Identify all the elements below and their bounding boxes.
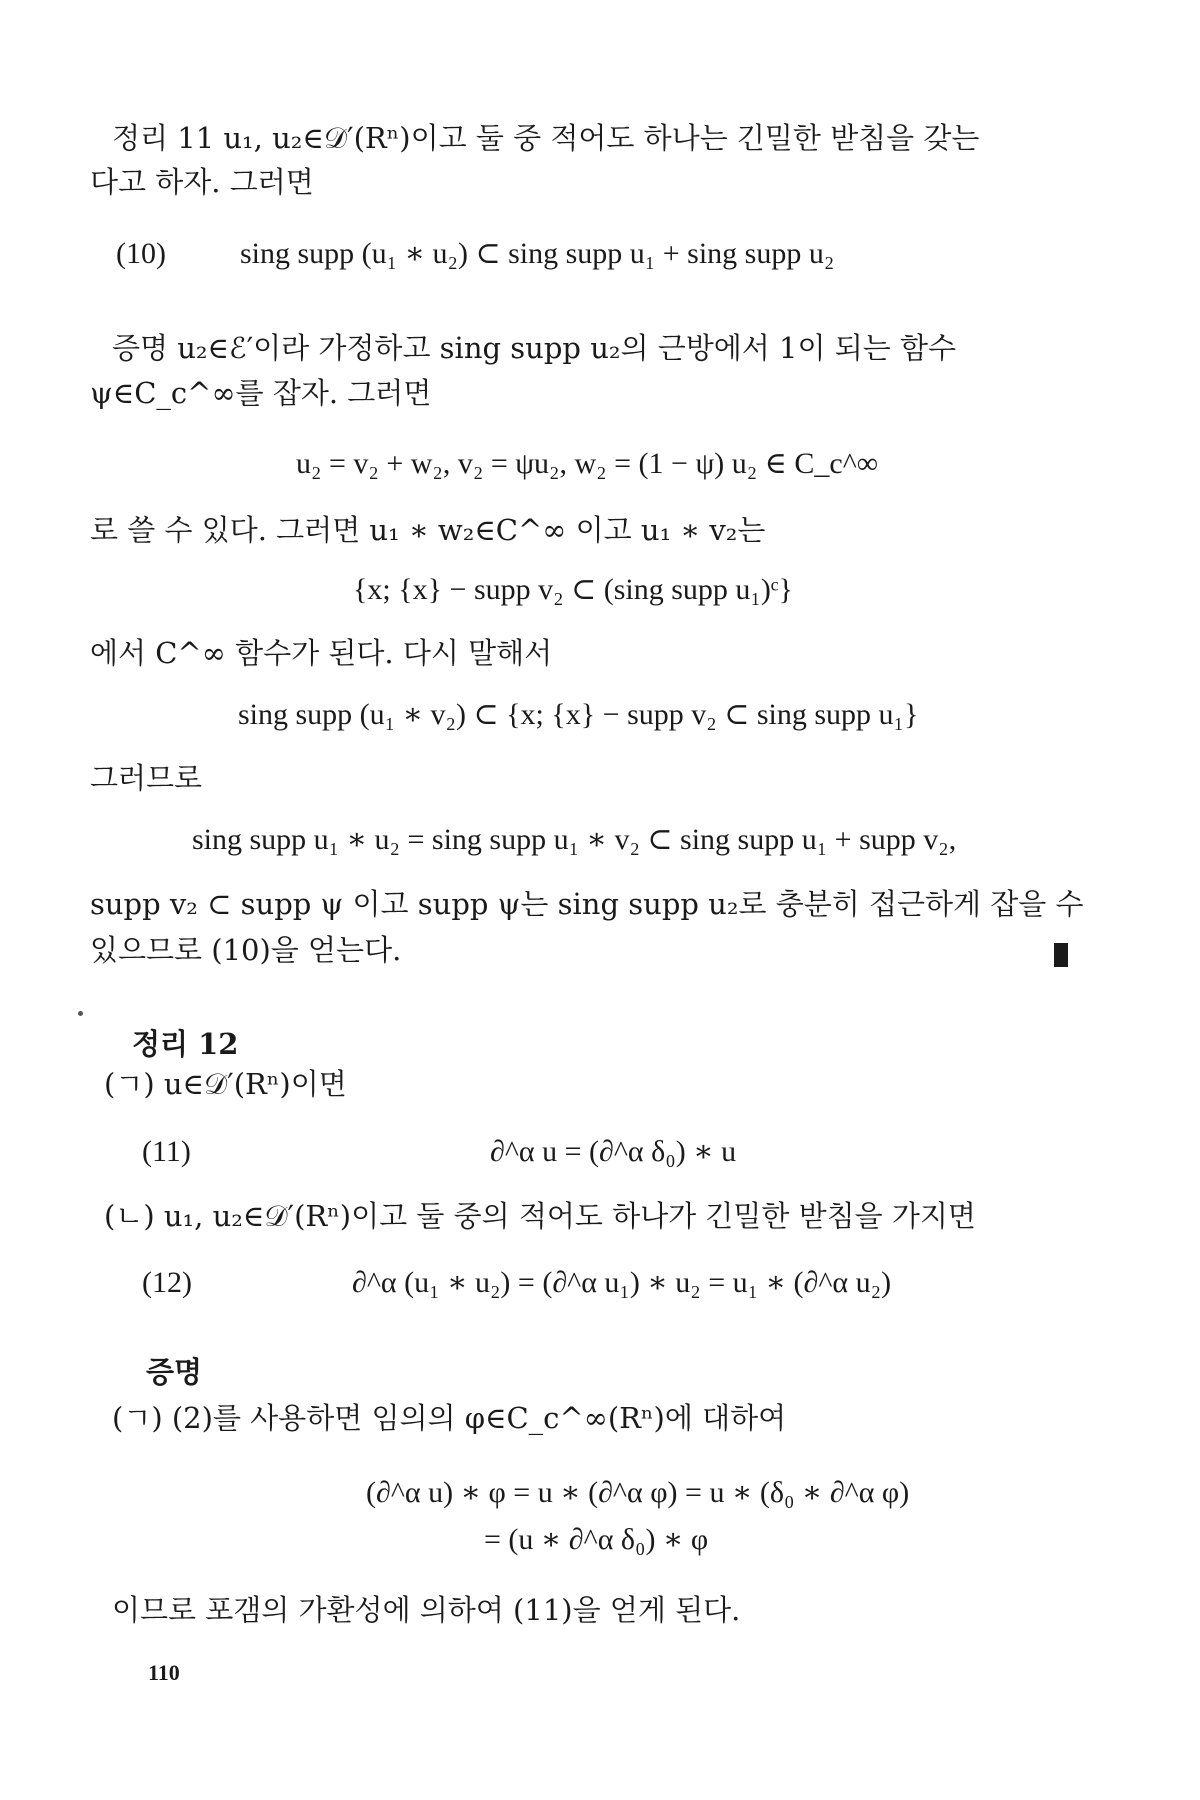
qed-mark xyxy=(1054,943,1068,967)
equation-10: sing supp (u₁ ∗ u₂) ⊂ sing supp u₁ + sing supp u₂ xyxy=(240,237,835,270)
proof12-equation1: (∂^α u) ∗ φ = u ∗ (∂^α φ) = u ∗ (δ₀ ∗ ∂^α φ) xyxy=(366,1476,910,1509)
equation-11: ∂^α u = (∂^α δ₀) ∗ u xyxy=(490,1135,737,1168)
proof11-line1: 증명 u₂∈ℰ′이라 가정하고 sing supp u₂의 근방에서 1이 되는 함수 xyxy=(112,331,956,365)
proof11-line2: ψ∈C_c^∞를 잡자. 그러면 xyxy=(90,376,432,410)
proof12-line1: (ㄱ) (2)를 사용하면 임의의 φ∈C_c^∞(Rⁿ)에 대하여 xyxy=(112,1401,787,1435)
proof11-line5: 그러므로 xyxy=(90,761,203,795)
proof11-equation4: sing supp u₁ ∗ u₂ = sing supp u₁ ∗ v₂ ⊂ sing supp u₁ + supp v₂, xyxy=(192,823,957,856)
theorem11-line1: 정리 11 u₁, u₂∈𝒟′(Rⁿ)이고 둘 중 적어도 하나는 긴밀한 받침을 갖는 xyxy=(112,121,980,155)
theorem12-title: 정리 12 xyxy=(132,1027,239,1061)
equation-12: ∂^α (u₁ ∗ u₂) = (∂^α u₁) ∗ u₂ = u₁ ∗ (∂^α u₂) xyxy=(352,1266,892,1299)
equation-number-10: (10) xyxy=(116,237,166,270)
proof12-title: 증명 xyxy=(146,1355,203,1389)
proof11-line6: supp v₂ ⊂ supp ψ 이고 supp ψ는 sing supp u₂로 충분히 접근하게 잡을 수 xyxy=(90,887,1084,921)
proof11-line7: 있으므로 (10)을 얻는다. xyxy=(90,933,402,967)
proof11-equation3: sing supp (u₁ ∗ v₂) ⊂ {x; {x} − supp v₂ ⊂ sing supp u₁} xyxy=(238,698,919,731)
proof11-line3: 로 쓸 수 있다. 그러면 u₁ ∗ w₂∈C^∞ 이고 u₁ ∗ v₂는 xyxy=(90,513,766,547)
page-number: 110 xyxy=(148,1660,180,1685)
proof11-equation1: u₂ = v₂ + w₂, v₂ = ψu₂, w₂ = (1 − ψ) u₂ ∈ C_c^∞ xyxy=(296,447,879,480)
proof12-line2: 이므로 포갬의 가환성에 의하여 (11)을 얻게 된다. xyxy=(112,1593,741,1627)
theorem12-part-b: (ㄴ) u₁, u₂∈𝒟′(Rⁿ)이고 둘 중의 적어도 하나가 긴밀한 받침을 가지면 xyxy=(104,1199,976,1233)
theorem12-part-a: (ㄱ) u∈𝒟′(Rⁿ)이면 xyxy=(104,1067,347,1101)
proof11-line4: 에서 C^∞ 함수가 된다. 다시 말해서 xyxy=(90,636,553,670)
equation-number-12: (12) xyxy=(142,1266,192,1299)
proof11-equation2: {x; {x} − supp v₂ ⊂ (sing supp u₁)ᶜ} xyxy=(353,573,793,606)
stray-dot xyxy=(78,1011,83,1016)
proof12-equation2: = (u ∗ ∂^α δ₀) ∗ φ xyxy=(484,1523,709,1556)
theorem11-line2: 다고 하자. 그러면 xyxy=(90,165,314,199)
equation-number-11: (11) xyxy=(142,1135,191,1168)
